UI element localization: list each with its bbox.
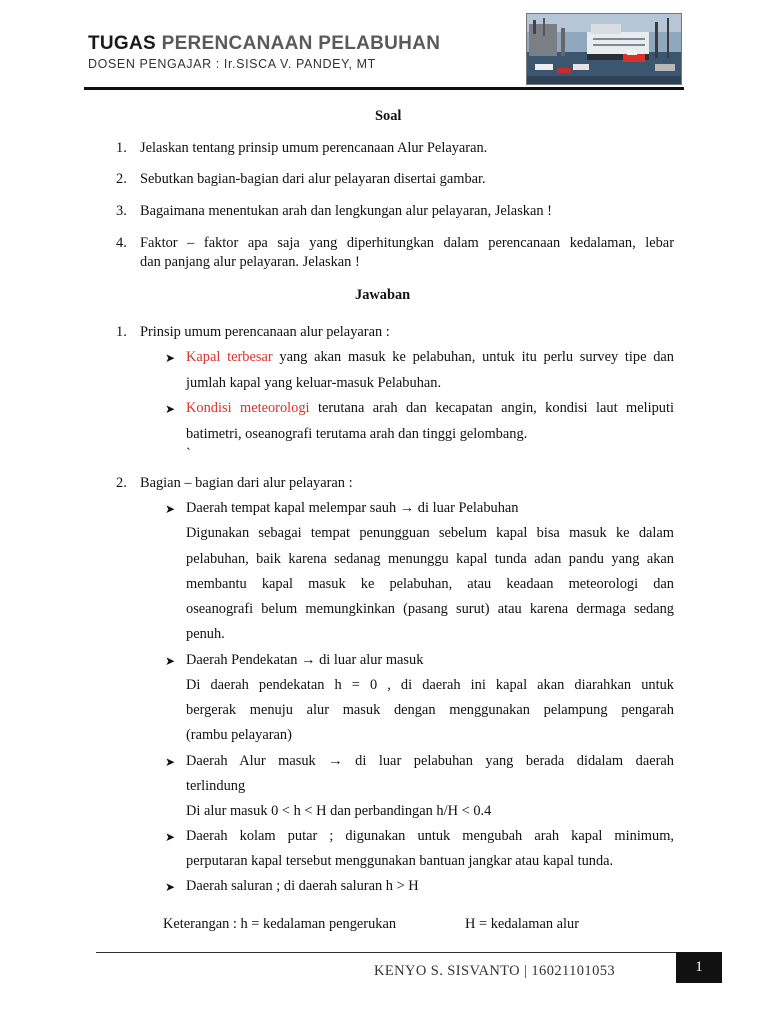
soal-heading: Soal [375, 108, 402, 124]
bullet-heading-text: di luar alur masuk [319, 652, 424, 668]
soal-item-2: Sebutkan bagian-bagian dari alur pelayaran disertai gambar. [140, 171, 486, 187]
soal-number: 3. [116, 203, 127, 219]
answer-2-bullet-1-desc-line: Digunakan sebagai tempat penungguan sebelum kapal bisa masuk ke dalam [186, 525, 674, 541]
answer-2-bullet-2-desc-line: Di daerah pendekatan h = 0 , di daerah ini kapal akan diarahkan untuk [186, 677, 674, 693]
answer-2-bullet-2-heading [186, 652, 423, 669]
soal-item-1: Jelaskan tentang prinsip umum perencanaan Alur Pelayaran. [140, 140, 488, 156]
title-tugas: TUGAS [88, 33, 156, 54]
soal-item-4-line-2: dan panjang alur pelayaran. Jelaskan ! [140, 254, 360, 270]
keterangan-h: Keterangan : h = kedalaman pengerukan [163, 916, 397, 932]
arrowhead-bullet-icon: ➤ [165, 880, 176, 894]
bullet-heading-text: di luar Pelabuhan [417, 500, 519, 516]
answer-2-bullet-2-desc-last: (rambu pelayaran) [186, 727, 292, 743]
arrowhead-bullet-icon: ➤ [165, 502, 176, 516]
harbor-photo-illustration [527, 14, 681, 84]
answer-2-bullet-1-desc-line: pelabuhan, baik karena sedanag menunggu kapal tunda adan pandu yang akan [186, 551, 674, 567]
lecturer-line: DOSEN PENGAJAR : Ir.SISCA V. PANDEY, MT [88, 57, 376, 71]
soal-item-3: Bagaimana menentukan arah dan lengkungan alur pelayaran, Jelaskan ! [140, 203, 552, 219]
answer-2-bullet-1-desc-last: penuh. [186, 626, 225, 642]
bullet-heading-text: Daerah Pendekatan [186, 652, 298, 668]
document-title [88, 33, 440, 55]
stray-mark: ` [186, 446, 191, 462]
arrowhead-bullet-icon: ➤ [165, 830, 176, 844]
arrowhead-bullet-icon: ➤ [165, 351, 176, 365]
right-arrow-icon: → [301, 652, 316, 668]
right-arrow-icon: → [328, 753, 343, 769]
answer-2-bullet-4-line-1: Daerah kolam putar ; digunakan untuk mengubah arah kapal minimum, [186, 828, 674, 844]
answer-1-bullet-2-line-1 [186, 400, 674, 417]
bullet-heading-text: Daerah Alur masuk [186, 753, 316, 769]
answer-2-bullet-4-line-2: perputaran kapal tersebut menggunakan bantuan jangkar atau kapal tunda. [186, 853, 614, 869]
page-number: 1 [676, 952, 722, 983]
answer-1-bullet-1-line-1 [186, 349, 674, 366]
answer-2-bullet-1-desc-line: membantu kapal masuk ke pelabuhan, atau keadaan meteorologi dan [186, 576, 674, 592]
answer-1-title: Prinsip umum perencanaan alur pelayaran : [140, 324, 390, 340]
bullet-heading-text: Daerah tempat kapal melempar sauh [186, 500, 397, 516]
soal-item-4-line-1: Faktor – faktor apa saja yang diperhitungkan dalam perencanaan kedalaman, lebar [140, 235, 674, 251]
jawaban-heading: Jawaban [355, 287, 411, 303]
answer-number: 2. [116, 475, 127, 491]
title-course: PERENCANAAN PELABUHAN [161, 33, 441, 54]
answer-2-bullet-3-line-3: Di alur masuk 0 < h < H dan perbandingan h/H < 0.4 [186, 803, 492, 819]
answer-2-bullet-1-desc-line: oseanografi belum memungkinkan (pasang surut) atau karena dermaga sedang [186, 601, 674, 617]
soal-number: 2. [116, 171, 127, 187]
arrowhead-bullet-icon: ➤ [165, 755, 176, 769]
right-arrow-icon: → [399, 500, 415, 516]
answer-number: 1. [116, 324, 127, 340]
arrowhead-bullet-icon: ➤ [165, 402, 176, 416]
highlight-kondisi-meteorologi: Kondisi meteorologi [186, 400, 310, 416]
answer-2-bullet-2-desc-line: bergerak menuju alur masuk dengan menggunakan pelampung pengarah [186, 702, 674, 718]
header-divider [84, 87, 684, 90]
footer-divider [96, 952, 722, 953]
bullet-text: yang akan masuk ke pelabuhan, untuk itu perlu survey tipe dan [272, 349, 674, 365]
bullet-text: terutana arah dan kecapatan angin, kondisi laut meliputi [309, 400, 674, 416]
bullet-heading-text: di luar pelabuhan yang berada didalam daerah [355, 753, 674, 769]
soal-number: 4. [116, 235, 127, 251]
answer-2-bullet-5: Daerah saluran ; di daerah saluran h > H [186, 878, 419, 894]
keterangan-H: H = kedalaman alur [465, 916, 580, 932]
answer-2-bullet-1-heading [186, 500, 519, 517]
answer-2-bullet-3-heading [186, 753, 674, 770]
footer-author: KENYO S. SISVANTO | 16021101053 [374, 963, 616, 979]
answer-1-bullet-1-line-2: jumlah kapal yang keluar-masuk Pelabuhan. [186, 375, 442, 391]
highlight-kapal-terbesar: Kapal terbesar [186, 349, 273, 365]
answer-2-bullet-3-line-2: terlindung [186, 778, 246, 794]
harbor-photo [526, 13, 682, 85]
arrowhead-bullet-icon: ➤ [165, 654, 176, 668]
soal-number: 1. [116, 140, 127, 156]
answer-2-title: Bagian – bagian dari alur pelayaran : [140, 475, 353, 491]
answer-1-bullet-2-line-2: batimetri, oseanografi terutama arah dan tinggi gelombang. [186, 426, 528, 442]
